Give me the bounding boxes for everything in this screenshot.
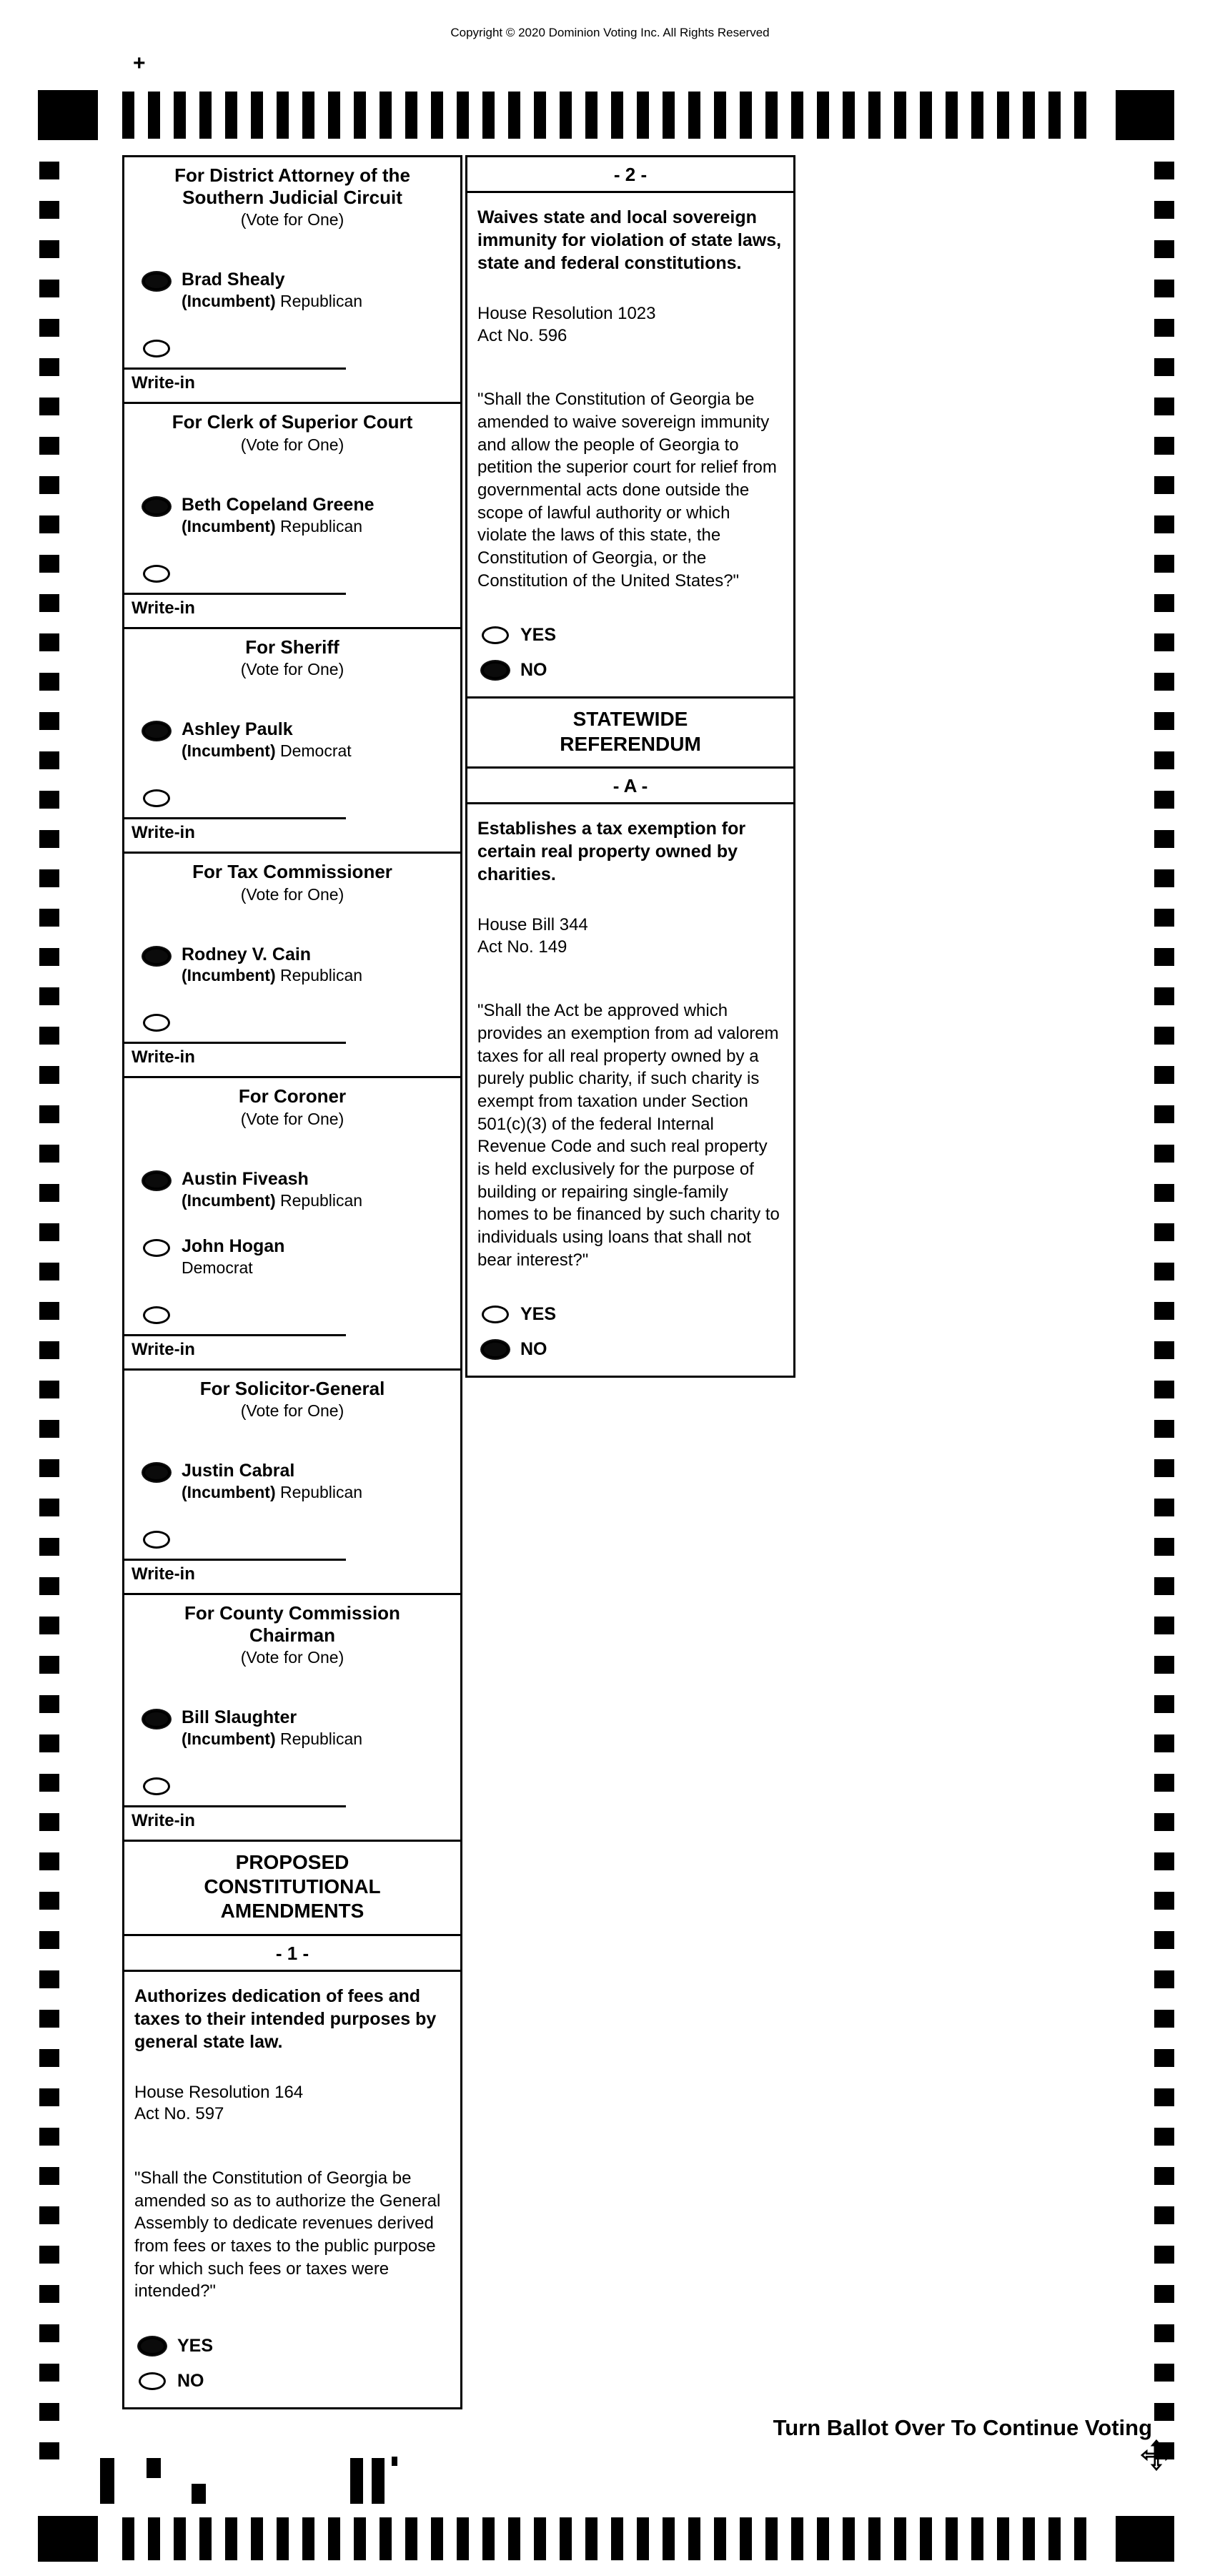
- write-in-choice-row: [124, 1303, 460, 1324]
- contest-box: [122, 1593, 462, 1842]
- candidate-text: [182, 270, 362, 311]
- yes-option-row: [134, 2336, 450, 2357]
- stub-mark: [147, 2458, 161, 2478]
- contest-title-line: For Coroner: [238, 1085, 347, 1107]
- party-label: Republican: [280, 1190, 363, 1210]
- write-in-label: Write-in: [132, 373, 195, 393]
- yes-label: YES: [520, 1304, 557, 1325]
- candidate-name: Justin Cabral: [182, 1461, 295, 1481]
- contest-box: [122, 627, 462, 854]
- section-header-line: AMENDMENTS: [220, 1900, 364, 1923]
- filled-vote-bubble[interactable]: [143, 722, 170, 740]
- timing-bars-top: [122, 92, 1094, 139]
- contest-title: [124, 1085, 460, 1107]
- turn-ballot-over-text: Turn Ballot Over To Continue Voting: [773, 2415, 1152, 2440]
- incumbent-label: (Incumbent): [182, 1190, 276, 1210]
- measure-question: "Shall the Constitution of Georgia be amended to waive sovereign immunity and allow the people of Georgia to petition the superior court for relief from governmental acts done outside the scope of lawful authority or which violate the laws of this state, the Constitution of Georgia, or the Constitution of the United States?": [477, 390, 777, 591]
- filled-vote-bubble[interactable]: [143, 1172, 170, 1190]
- no-label: NO: [177, 2370, 204, 2391]
- candidate-name: Brad Shealy: [182, 270, 285, 290]
- yes-option-row: [477, 1304, 783, 1325]
- measure-question: "Shall the Act be approved which provides an exemption from ad valorem taxes for all real property owned by a purely public charity, if such charity is exempt from taxation under Section 501(c)(3) of the federal Internal Revenue Code and such real property is held exclusively for the purpose of building or repairing single-family homes to be financed by such charity to individuals using loans that shall not bear interest?": [477, 1001, 780, 1270]
- candidate-detail: [182, 1258, 284, 1278]
- measure-body: [124, 1972, 460, 2407]
- measure-box: [122, 1934, 462, 2409]
- filled-vote-bubble[interactable]: [143, 498, 170, 515]
- contest-box: [122, 1076, 462, 1370]
- measure-box: [465, 155, 795, 699]
- no-option-row: [134, 2371, 450, 2392]
- candidate-name: Austin Fiveash: [182, 1169, 309, 1190]
- candidate-text: [182, 1169, 362, 1210]
- contest-title: [124, 411, 460, 433]
- measure-reference-line: House Resolution 164: [134, 2082, 304, 2102]
- contest-box: [122, 155, 462, 404]
- candidate-row: [124, 1461, 460, 1502]
- vote-bubble[interactable]: [143, 1239, 170, 1257]
- section-header-box: [122, 1840, 462, 1935]
- stub-mark: [100, 2458, 114, 2504]
- measure-body: [467, 804, 793, 1376]
- filled-vote-bubble[interactable]: [143, 1464, 170, 1481]
- no-bubble[interactable]: [139, 2372, 166, 2390]
- candidate-row: [124, 495, 460, 536]
- candidate-row: [124, 1236, 460, 1278]
- contest-title: [124, 1602, 460, 1646]
- candidate-detail: [182, 1191, 362, 1210]
- candidate-detail: [182, 1483, 362, 1502]
- candidate-name: Ashley Paulk: [182, 719, 293, 740]
- write-in-bubble[interactable]: [143, 565, 170, 583]
- measure-reference-line: Act No. 597: [134, 2104, 224, 2124]
- candidate-detail: [182, 292, 362, 311]
- left-column: [122, 155, 462, 2409]
- contest-title-line: For Solicitor-General: [199, 1377, 385, 1399]
- measure-summary: Authorizes dedication of fees and taxes to their intended purposes by general state law.: [134, 1985, 437, 2052]
- write-in-label: Write-in: [132, 1564, 195, 1584]
- incumbent-label: (Incumbent): [182, 292, 276, 311]
- filled-no-bubble[interactable]: [482, 1341, 509, 1358]
- party-label: Democrat: [182, 1258, 253, 1277]
- yes-bubble[interactable]: [482, 1306, 509, 1323]
- write-in-label: Write-in: [132, 1339, 195, 1359]
- write-in-bubble[interactable]: [143, 1014, 170, 1032]
- measure-body: [467, 193, 793, 696]
- party-label: Democrat: [280, 741, 352, 760]
- stub-mark: [372, 2458, 385, 2504]
- filled-vote-bubble[interactable]: [143, 272, 170, 290]
- contest-title: [124, 164, 460, 208]
- candidate-name: Bill Slaughter: [182, 1707, 297, 1728]
- party-label: Republican: [280, 1729, 363, 1749]
- write-in-choice-row: [124, 1528, 460, 1549]
- party-label: Republican: [280, 1482, 363, 1501]
- candidate-text: [182, 495, 375, 536]
- write-in-choice-row: [124, 786, 460, 807]
- timing-block-top-right: [1116, 90, 1174, 140]
- write-in-label: Write-in: [132, 822, 195, 842]
- registration-plus-mark: +: [133, 51, 146, 75]
- yes-option-row: [477, 625, 783, 646]
- incumbent-label: (Incumbent): [182, 1729, 276, 1749]
- timing-rail-left: [39, 162, 59, 2459]
- write-in-choice-row: [124, 337, 460, 357]
- measure-references: [477, 303, 783, 347]
- candidate-text: [182, 1707, 362, 1749]
- vote-for-label: (Vote for One): [240, 1110, 344, 1129]
- contest-title-line: For Tax Commissioner: [192, 860, 392, 882]
- section-header-line: CONSTITUTIONAL: [204, 1875, 381, 1898]
- contest-title-line: For District Attorney of the: [174, 164, 410, 186]
- candidate-name: John Hogan: [182, 1235, 285, 1256]
- candidate-name: Rodney V. Cain: [182, 944, 312, 964]
- candidate-row: [124, 719, 460, 761]
- move-crosshair-icon: [1141, 2439, 1172, 2471]
- contest-box: [122, 1368, 462, 1595]
- write-in-bubble[interactable]: [143, 1531, 170, 1549]
- stub-mark: [192, 2484, 206, 2504]
- candidate-detail: [182, 741, 352, 761]
- vote-for-label: (Vote for One): [240, 210, 344, 230]
- contest-title: [124, 861, 460, 883]
- measure-references: [477, 914, 783, 958]
- contest-box: [122, 402, 462, 628]
- party-label: Republican: [280, 292, 363, 311]
- contest-title: [124, 1378, 460, 1400]
- write-in-label: Write-in: [132, 598, 195, 618]
- write-in-choice-row: [124, 1775, 460, 1795]
- contest-title-line: For Clerk of Superior Court: [172, 411, 413, 433]
- no-option-row: [477, 1339, 783, 1360]
- contest-title: [124, 636, 460, 658]
- incumbent-label: (Incumbent): [182, 1482, 276, 1501]
- incumbent-label: (Incumbent): [182, 741, 276, 760]
- timing-bars-bottom: [122, 2517, 1094, 2560]
- measure-box: [465, 766, 795, 1378]
- vote-for-label: (Vote for One): [240, 1401, 344, 1421]
- party-label: Republican: [280, 516, 363, 536]
- stub-mark: [350, 2458, 363, 2504]
- vote-for-label: (Vote for One): [240, 660, 344, 679]
- candidate-row: [124, 1169, 460, 1210]
- yes-label: YES: [520, 625, 557, 646]
- measure-summary: Establishes a tax exemption for certain real property owned by charities.: [477, 818, 746, 884]
- yes-bubble[interactable]: [482, 626, 509, 644]
- section-header-line: PROPOSED: [235, 1851, 349, 1874]
- section-header-line: REFERENDUM: [560, 732, 701, 755]
- candidate-row: [124, 944, 460, 986]
- party-label: Republican: [280, 966, 363, 985]
- candidate-detail: [182, 517, 375, 536]
- candidate-row: [124, 1707, 460, 1749]
- filled-vote-bubble[interactable]: [143, 1710, 170, 1728]
- no-option-row: [477, 660, 783, 681]
- candidate-detail: [182, 1729, 362, 1749]
- write-in-label: Write-in: [132, 1047, 195, 1067]
- write-in-bubble[interactable]: [143, 340, 170, 357]
- incumbent-label: (Incumbent): [182, 516, 276, 536]
- no-label: NO: [520, 660, 547, 681]
- write-in-choice-row: [124, 1011, 460, 1032]
- measure-number: - 1 -: [124, 1936, 460, 1972]
- timing-block-bottom-right: [1116, 2516, 1174, 2562]
- vote-for-label: (Vote for One): [240, 884, 344, 904]
- measure-reference-line: Act No. 149: [477, 937, 567, 957]
- timing-block-bottom-left: [38, 2516, 98, 2562]
- candidate-row: [124, 270, 460, 311]
- measure-number: - A -: [467, 769, 793, 804]
- candidate-text: [182, 719, 352, 761]
- candidate-name: Beth Copeland Greene: [182, 494, 375, 515]
- incumbent-label: (Incumbent): [182, 966, 276, 985]
- candidate-text: [182, 1236, 284, 1278]
- vote-for-label: (Vote for One): [240, 435, 344, 454]
- write-in-choice-row: [124, 562, 460, 583]
- write-in-bubble[interactable]: [143, 1777, 170, 1795]
- measure-reference-line: House Resolution 1023: [477, 304, 656, 323]
- candidate-detail: [182, 966, 362, 985]
- contest-title-line: Southern Judicial Circuit: [182, 186, 402, 208]
- filled-no-bubble[interactable]: [482, 661, 509, 679]
- filled-vote-bubble[interactable]: [143, 947, 170, 965]
- section-header-box: [465, 696, 795, 768]
- measure-number: - 2 -: [467, 157, 793, 193]
- contest-title-line: Chairman: [249, 1624, 335, 1646]
- write-in-label: Write-in: [132, 1811, 195, 1831]
- measure-reference-line: House Bill 344: [477, 914, 588, 934]
- write-in-bubble[interactable]: [143, 1306, 170, 1324]
- measure-references: [134, 2082, 450, 2126]
- section-header-line: STATEWIDE: [572, 708, 688, 731]
- yes-label: YES: [177, 2335, 214, 2356]
- filled-yes-bubble[interactable]: [139, 2337, 166, 2355]
- contest-title-line: For County Commission: [184, 1602, 400, 1624]
- timing-rail-right: [1154, 162, 1174, 2459]
- copyright-line: Copyright © 2020 Dominion Voting Inc. All Rights Reserved: [450, 26, 770, 39]
- candidate-text: [182, 1461, 362, 1502]
- measure-summary: Waives state and local sovereign immunity for violation of state laws, state and federal constitutions.: [477, 207, 782, 273]
- measure-question: "Shall the Constitution of Georgia be amended so as to authorize the General Assembly to dedicate revenues derived from fees or taxes to the public purpose for which such fees or taxes were intended?": [134, 2168, 441, 2301]
- right-column: [465, 155, 795, 1378]
- vote-for-label: (Vote for One): [240, 1648, 344, 1667]
- contest-title-line: For Sheriff: [245, 636, 339, 658]
- measure-reference-line: Act No. 596: [477, 325, 567, 345]
- contest-box: [122, 852, 462, 1078]
- write-in-bubble[interactable]: [143, 789, 170, 807]
- timing-block-top-left: [38, 90, 98, 140]
- stub-mark: [392, 2457, 397, 2466]
- candidate-text: [182, 944, 362, 986]
- no-label: NO: [520, 1339, 547, 1360]
